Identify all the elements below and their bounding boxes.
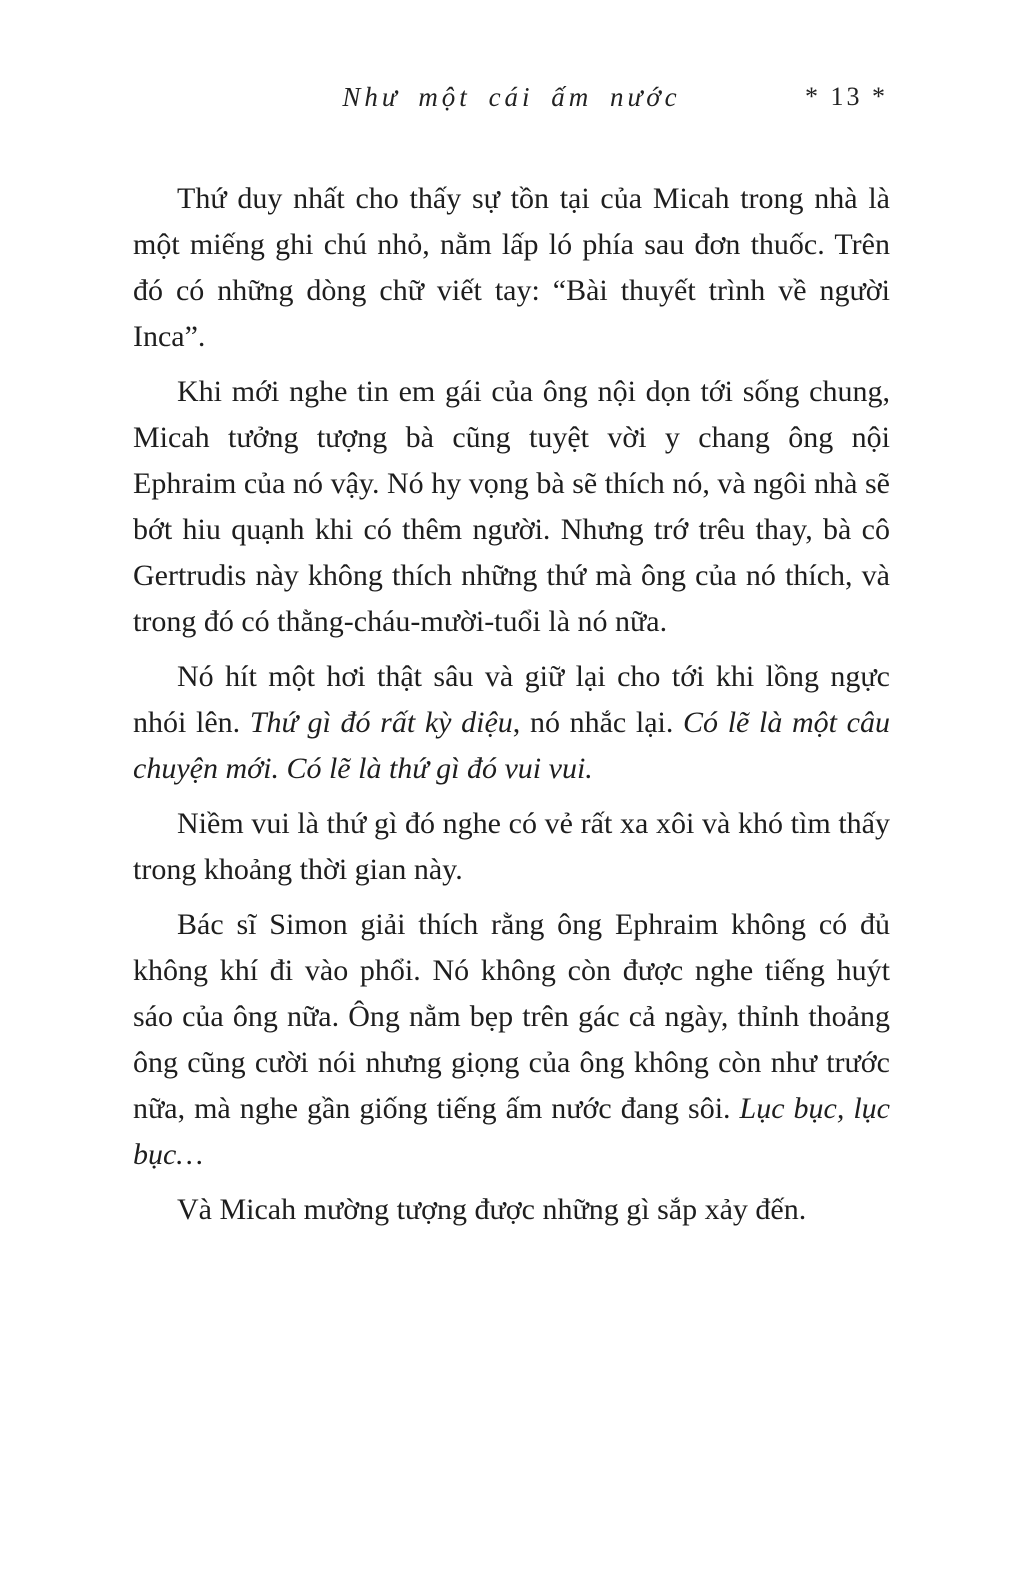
text-run: Khi mới nghe tin em gái của ông nội dọn tới sống chung, Micah tưởng tượng bà cũng tuyệt vời y chang ông nội Ephraim của nó vậy. Nó hy vọng bà sẽ thích nó, và ngôi nhà sẽ bớt hiu quạnh khi có thêm người. Nhưng trớ trêu thay, bà cô Gertrudis này không thích những thứ mà ông của nó thích, và trong đó có thằng-cháu-mười-tuổi là nó nữa. <box>133 375 890 638</box>
paragraph <box>133 902 890 1178</box>
paragraph <box>133 1187 890 1233</box>
text-run: Bác sĩ Simon giải thích rằng ông Ephraim không có đủ không khí đi vào phổi. Nó không còn được nghe tiếng huýt sáo của ông nữa. Ông nằm bẹp trên gác cả ngày, thỉnh thoảng ông cũng cười nói nhưng giọng của ông không còn như trước nữa, mà nghe gần giống tiếng ấm nước đang sôi. <box>133 908 890 1125</box>
text-run: Và Micah mường tượng được những gì sắp xảy đến. <box>177 1193 807 1226</box>
paragraph <box>133 369 890 645</box>
text-run: Nó hít một hơi thật sâu và giữ lại cho tới khi lồng ngực nhói lên. <box>133 660 890 739</box>
text-run: Thứ duy nhất cho thấy sự tồn tại của Micah trong nhà là một miếng ghi chú nhỏ, nằm lấp ló phía sau đơn thuốc. Trên đó có những dòng chữ viết tay: “Bài thuyết trình về người Inca”. <box>133 182 890 353</box>
running-header <box>133 82 890 118</box>
italic-text-run: Lục bục, lục bục… <box>133 1092 891 1171</box>
italic-text-run: Thứ gì đó rất kỳ diệu <box>249 706 513 739</box>
running-title: Như một cái ấm nước <box>342 82 681 112</box>
paragraph <box>133 801 890 893</box>
paragraph <box>133 176 890 360</box>
body-text <box>133 176 890 1242</box>
page-number: * 13 * <box>805 82 888 111</box>
text-run: Niềm vui là thứ gì đó nghe có vẻ rất xa xôi và khó tìm thấy trong khoảng thời gian này. <box>133 807 890 886</box>
paragraph <box>133 654 890 792</box>
italic-text-run: Có lẽ là một câu chuyện mới. Có lẽ là thứ gì đó vui vui. <box>133 706 890 785</box>
text-run: , nó nhắc lại. <box>512 706 684 739</box>
